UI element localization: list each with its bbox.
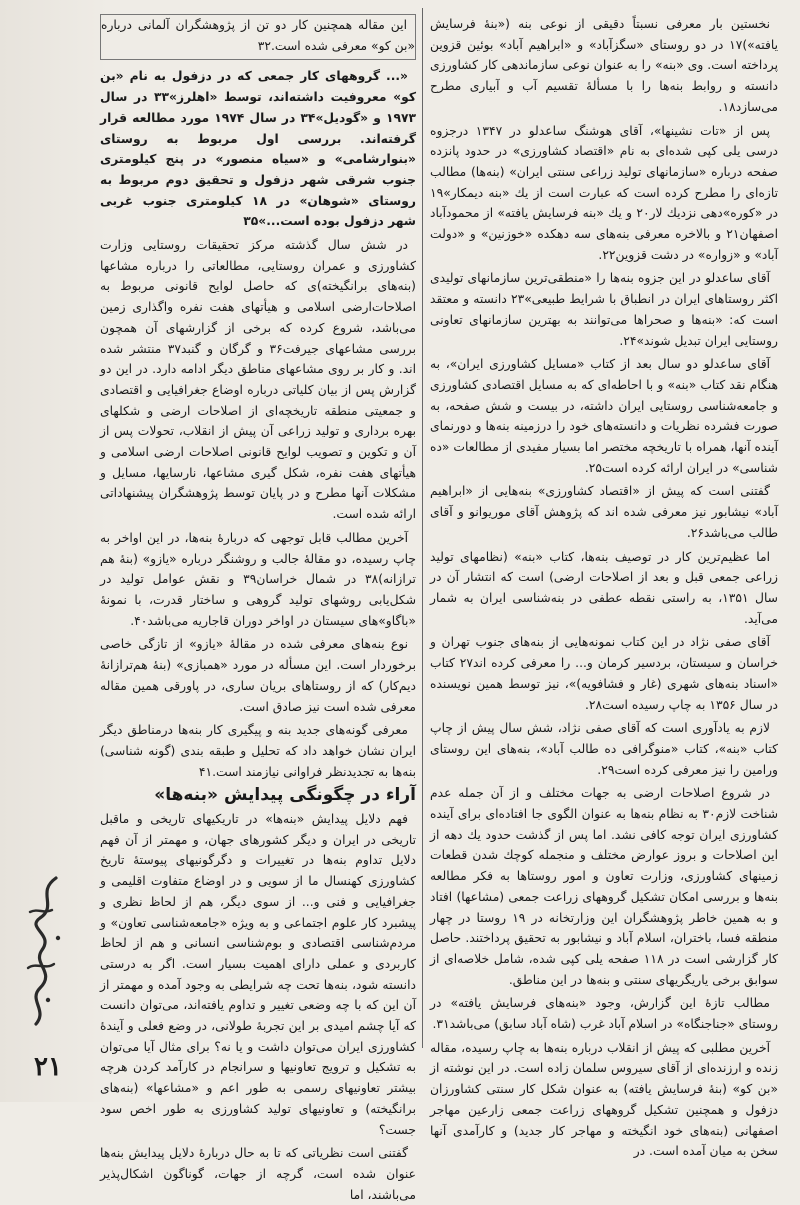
right-column bbox=[430, 14, 779, 1159]
paragraph: آخرین مطالب قابل توجهی که دربارهٔ بنه‌ها، در این اواخر به چاپ رسیده، دو مقالهٔ جالب و روشنگر درباره «یازو» (بنهٔ هم ترازانه)۳۸ در شمال خراسان۳۹ و نقش عوامل تولید در شکل‌یابی روشهای تولید گروهی و ساختار قدرت، با نمونهٔ «باگاو»های سیستان در اواخر دوران قاجاریه می‌باشد۴۰. bbox=[100, 530, 416, 628]
left-column bbox=[100, 14, 416, 1202]
boxed-intro bbox=[100, 14, 416, 60]
paragraph: در شش سال گذشته مرکز تحقیقات روستایی وزارت کشاورزی و عمران روستایی، مطالعاتی را درباره مشاعها (بنه‌های برانگیخته)ی که حاصل لوایح قانونی مربوط به اصلاحات‌ارضی اسلامی و هیأتهای هفت نفره واگذاری زمین می‌باشد، شروع کرده که برخی از گزارشهای آن همچون بررسی مشاعهای جیرفت۳۶ و گرگان و گنبد۳۷ منتشر شده اند. و کار بر روی مشاعهای مناطق دیگر ادامه دارد. در این دو گزارش پس از بیان کلیاتی درباره اوضاع جغرافیایی و اقتصادی و جمعیتی منطقه تاریخچه‌ای از اصلاحات ارضی و شکلهای بهره برداری و تولید زراعی آن پیش از انقلاب، تحولات پس از آن و تکوین و تصویب لوایح قانونی اصلاحات ارضی اسلامی و هیأتهای هفت نفره، شکل گیری مشاعها، نارسایها، مسایل و مشکلات آنها مطرح و در پایان توسط پژوهشگران پیشنهاداتی ارائه شده است. bbox=[100, 238, 416, 522]
page-number: ۲۱ bbox=[34, 1052, 62, 1082]
paragraph: مطالب تازهٔ این گزارش، وجود «بنه‌های فرسایش یافته» در روستای «جناجنگاه» در اسلام آباد غرب (شاه آباد سابق) می‌باشد۳۱. bbox=[430, 996, 778, 1032]
paragraph: آقای ساعدلو در این جزوه بنه‌ها را «منطقی‌ترین سازمانهای تولیدی اکثر روستاهای ایران در انطباق با شرایط طبیعی»۲۳ دانسته و معتقد است که: «بنه‌ها و صحراها می‌توانند به بهترین سازمانهای تعاونی روستایی ایران تبدیل شوند»۲۴. bbox=[430, 271, 778, 348]
paragraph: لازم به یادآوری است که آقای صفی نژاد، شش سال پیش از چاپ کتاب «بنه»، کتاب «منوگرافی ده طالب آباد»، بنه‌های این روستای ورامین را نیز معرفی کرده است۲۹. bbox=[430, 721, 778, 777]
block-quote: «... گروههای کار جمعی که در دزفول به نام «بن کو» معروفیت داشته‌اند، توسط «اهلرز»۳۳ در سال ۱۹۷۳ و «گودیل»۳۴ در سال ۱۹۷۴ مورد مطالعه قرار گرفته‌اند. بررسی اول مربوط به روستای «بنوارشامی» و «سیاه منصور» در پنج کیلومتری جنوب شرقی شهر دزفول و تحقیق دوم مربوط به روستای «شوهان» در ۱۸ کیلومتری جنوب غربی شهر دزفول بوده است...»۳۵ bbox=[100, 69, 416, 229]
paragraph: معرفی گونه‌های جدید بنه و پیگیری کار بنه‌ها درمناطق دیگر ایران نشان خواهد داد که تحلیل و طبقه بندی (گونه شناسی) بنه‌ها به تجدیدنظر فراوانی نیازمند است.۴۱ bbox=[100, 723, 416, 779]
paragraph: نخستین بار معرفی نسبتاً دقیقی از نوعی بنه («بنهٔ فرسایش یافته»)۱۷ در دو روستای «سگزآباد» و «ابراهیم آباد» بوئین قزوین پرداخته است. وی «بنه» را به عنوان نوعی سازماندهی کار کشاورزی دانسته و روابط بنه‌ها را با مسألهٔ تقسیم آب و آبیاری مطرح می‌سازد۱۸. bbox=[430, 17, 778, 114]
paragraph: در شروع اصلاحات ارضی به جهات مختلف و از آن جمله عدم شناخت لازم۳۰ به نظام بنه‌ها به عنوان الگوی جا افتاده‌ای برای آینده کشاورزی ایران توجه کافی نشد. اما پس از گذشت حدود یك دهه از این اصلاحات و بروز عوارض مختلف و منجمله کوچك شدن قطعات زمینهای کشاورزی، وزارت تعاون و امور روستاها به فکر مطالعه بنه‌ها و بررسی امکان تشکیل گروههای زراعت جمعی (مشاعها) افتاد و به همین خاطر پژوهشگران این وزارتخانه در ۱۹ روستا در چهار منطقه فسا، باختران، اسلام آباد و نیشابور به تحقیق پرداختند. حاصل کار گزارشی است در ۱۱۸ صفحه یلی کپی شده، شامل خلاصه‌ای از سوابق برخی یاریگریهای سنتی و بنه‌ها در این مناطق. bbox=[430, 786, 778, 987]
paragraph: آقای ساعدلو دو سال بعد از کتاب «مسایل کشاورزی ایران»، به هنگام نقد کتاب «بنه» و با احاطه‌ای که به مسایل اقتصادی کشاورزی و جامعه‌شناسی روستایی ایران داشته، در بیست و شش صفحه، به صورت فشرده نظریات و دانسته‌های خود را درزمینه بنه‌ها و دورنمای آینده آنها، همراه با تاریخچه مختصر اما بسیار مفیدی از مطالعات «ده شناسی» در ایران ارائه کرده است۲۵. bbox=[430, 357, 778, 475]
kerman-logo bbox=[18, 872, 68, 1032]
column-divider bbox=[422, 8, 423, 1048]
paragraph: آقای صفی نژاد در این کتاب نمونه‌هایی از بنه‌های جنوب تهران و خراسان و سیستان، بردسیر کرمان و... را معرفی کرده اند۲۷ کتاب «اسناد بنه‌های شهری (غار و فشافویه)»، نیز توسط همین نویسنده در سال ۱۳۵۶ به چاپ رسیده است۲۸. bbox=[430, 635, 779, 712]
paragraph: پس از «تات نشینها»، آقای هوشنگ ساعدلو در ۱۳۴۷ درجزوه درسی یلی کپی شده‌ای به نام «اقتصاد کشاورزی» در حدود پانزده صفحه درباره «سازمانهای تولید زراعی سنتی ایران» (بنه‌ها) مطالب تازه‌ای را مطرح کرده است که عبارت است از یك «بنه دیمکار»۱۹ در «کوره»دهی نزدیك لار۲۰ و یك «بنه فرسایش یافته» از محمودآباد اصفهان۲۱ و بالاخره معرفی بنه‌های سه دهکده «خوزنین» و «دولت آباد» و «زواره» در دشت قزوین۲۲. bbox=[430, 123, 779, 262]
paragraph: گفتنی است نظریاتی که تا به حال دربارهٔ دلایل پیدایش بنه‌ها عنوان شده است، گرچه از جهات، گوناگون اشکال‌پذیر می‌باشند، اما bbox=[100, 1146, 416, 1202]
paragraph: نوع بنه‌های معرفی شده در مقالهٔ «یازو» از تازگی خاصی برخوردار است. این مسأله در مورد «همبازی» (بنهٔ هم‌ترازانهٔ دیم‌کار) که از روستاهای بریان ساری، در پاورقی همین مقاله معرفی شده است نیز صادق است. bbox=[100, 637, 416, 714]
paragraph: اما عظیم‌ترین کار در توصیف بنه‌ها، کتاب «بنه» (نظامهای تولید زراعی جمعی قبل و بعد از اصلاحات ارضی) است که انتشار آن در سال ۱۳۵۱، به راستی نقطه عطفی در بنه‌شناسی ایران به شمار می‌آید. bbox=[430, 549, 778, 626]
paragraph: گفتنی است که پیش از «اقتصاد کشاورزی» بنه‌هایی از «ابراهیم آباد» نیشابور نیز معرفی شده اند که پژوهش آقای موریوانو و آقای طالب می‌باشد۲۶. bbox=[430, 484, 778, 540]
paragraph: این مقاله همچنین کار دو تن از پژوهشگران آلمانی درباره «بن کو» معرفی شده است.۳۲ bbox=[101, 18, 415, 53]
section-heading: آراء در چگونگی پیدایش «بنه‌ها» bbox=[154, 785, 416, 806]
paragraph: آخرین مطلبی که پیش از انقلاب درباره بنه‌ها به چاپ رسیده، مقاله زنده و ارزنده‌ای از آقای سیروس سلمان زاده است. در این نوشته از «بن کو» (بنهٔ فرسایش یافته) به عنوان شکل کار سنتی کشاورزان دزفول و همچنین تشکیل گروههای زراعت جمعی زارعین مهاجر اصفهانی (بنه‌های خود انگیخته و مهاجر کار جدید) و کارآمدی آنها سخن به میان آمده است. در bbox=[430, 1040, 778, 1159]
paragraph: فهم دلایل پیدایش «بنه‌ها» در تاریکیهای تاریخی و ماقبل تاریخی در ایران و دیگر کشورهای جهان، و مهمتر از آن فهم دلایل تداوم بنه‌ها در تغییرات و دگرگونیهای پیوستهٔ تاریخ کشاورزی کهنسال ما از سویی و در اوضاع متفاوت اقلیمی و جغرافیایی و فنی و... از سوی دیگر، هم از لحاظ نظری و پیشبرد کار علوم اجتماعی و به ویژه «جامعه‌شناسی تعاون» و مردم‌شناسی اقتصادی و بوم‌شناسی انسانی و هم از لحاظ کاربردی و عملی دارای اهمیت بسیار است. اگر به درستی دانسته شود، بنه‌ها تحت چه شرایطی به وجود آمده و مهمتر از آن این که با چه وضعی تغییر و تداوم یافته‌اند، می‌توان دانست که آیا چشم امیدی بر این تجربهٔ طولانی، در وضع فعلی و آیندهٔ کشاورزی ایران می‌توان داشت و یا نه؟ برای مثال آیا می‌توان به تشکیل و ترویج تعاونیها و سرانجام در کارآمد کردن هرچه بیشتر تعاونیهای رسمی به طور اعم و «مشاعها» (بنه‌های برانگیخته) و تعاونیهای تولید کشاورزی به طور اخص سود جست؟ bbox=[100, 812, 416, 1137]
